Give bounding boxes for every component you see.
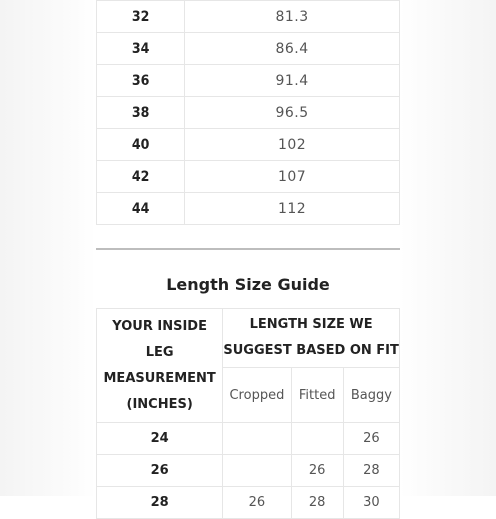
size-cell: 34 <box>97 33 185 65</box>
baggy-cell: 26 <box>343 423 399 455</box>
table-row <box>97 1 400 33</box>
table-row <box>97 193 400 225</box>
leg-cell: 28 <box>97 487 223 519</box>
length-guide-title: Length Size Guide <box>166 275 330 294</box>
cropped-cell: 26 <box>223 487 291 519</box>
size-cell: 36 <box>97 65 185 97</box>
table-row <box>97 97 400 129</box>
cropped-cell <box>223 423 291 455</box>
baggy-cell: 30 <box>343 487 399 519</box>
size-cell: 32 <box>97 1 185 33</box>
section-divider <box>96 248 400 250</box>
table-row <box>97 33 400 65</box>
table-row <box>97 423 400 455</box>
header-line: (INCHES) <box>126 396 193 412</box>
cm-cell: 96.5 <box>185 97 400 129</box>
table-row <box>97 455 400 487</box>
fitted-cell: 28 <box>291 487 343 519</box>
table-row <box>97 487 400 519</box>
size-cell: 40 <box>97 129 185 161</box>
cm-cell: 112 <box>185 193 400 225</box>
size-cell: 42 <box>97 161 185 193</box>
fitted-cell <box>291 423 343 455</box>
waist-size-table <box>96 0 400 225</box>
right-shading <box>400 0 496 496</box>
table-row <box>97 129 400 161</box>
suggested-length-header <box>223 309 400 368</box>
header-line: LENGTH SIZE WE <box>249 317 373 332</box>
size-cell: 44 <box>97 193 185 225</box>
header-line: YOUR INSIDE <box>112 318 207 334</box>
cm-cell: 102 <box>185 129 400 161</box>
fitted-cell: 26 <box>291 455 343 487</box>
inside-leg-header <box>97 309 223 423</box>
leg-cell: 24 <box>97 423 223 455</box>
cm-cell: 107 <box>185 161 400 193</box>
fit-baggy-header: Baggy <box>343 368 399 423</box>
left-shading <box>0 0 96 496</box>
cm-cell: 81.3 <box>185 1 400 33</box>
header-row <box>97 309 400 368</box>
cropped-cell <box>223 455 291 487</box>
header-line: SUGGEST BASED ON FIT <box>223 343 399 358</box>
size-cell: 38 <box>97 97 185 129</box>
table-row <box>97 161 400 193</box>
header-line: MEASUREMENT <box>103 370 216 386</box>
fit-cropped-header: Cropped <box>223 368 291 423</box>
leg-cell: 26 <box>97 455 223 487</box>
header-line: LEG <box>145 344 174 360</box>
cm-cell: 91.4 <box>185 65 400 97</box>
length-size-table <box>96 308 400 519</box>
table-row <box>97 65 400 97</box>
fit-fitted-header: Fitted <box>291 368 343 423</box>
cm-cell: 86.4 <box>185 33 400 65</box>
baggy-cell: 28 <box>343 455 399 487</box>
